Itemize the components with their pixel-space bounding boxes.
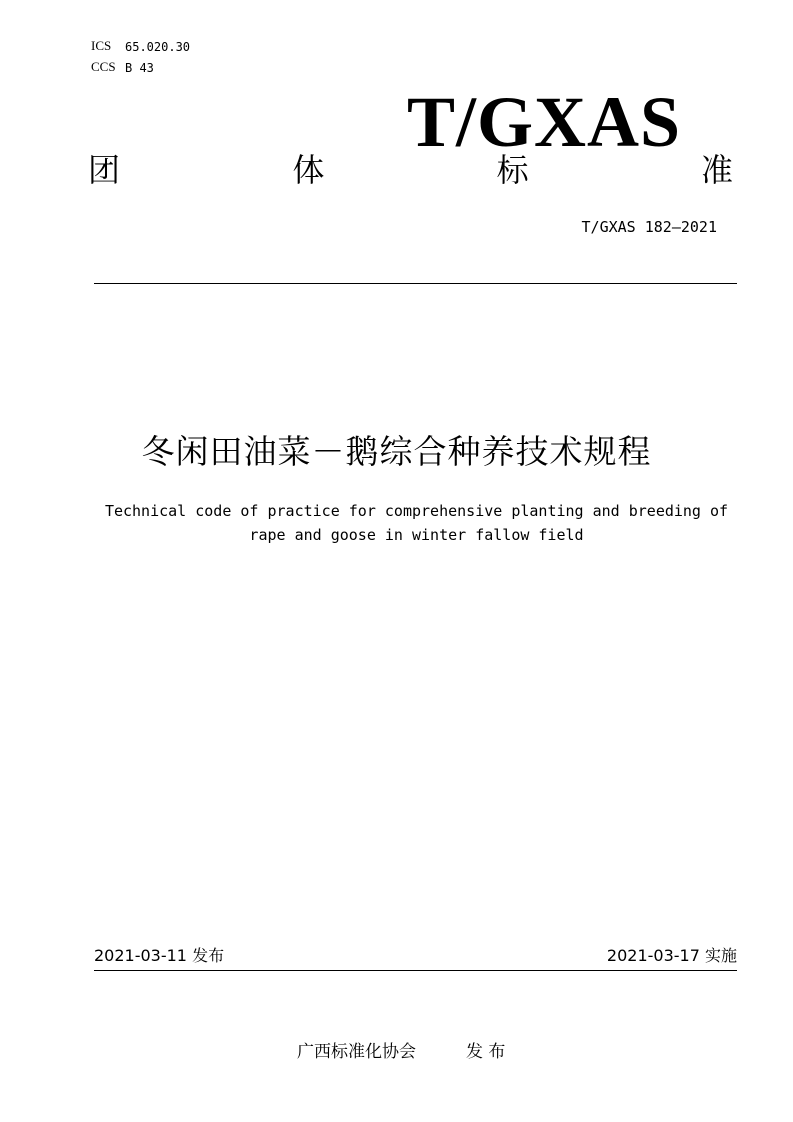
issue-action: 发 布 [466,1042,506,1062]
standard-type-char: 体 [292,151,325,189]
dates-divider [94,970,737,971]
standard-type-char: 标 [496,151,529,189]
standard-number: T/GXAS 182—2021 [581,218,717,236]
document-title-chinese: 冬闲田油菜－鹅综合种养技术规程 [141,432,652,471]
publish-date: 2021-03-11 发布 [94,946,225,965]
standard-type [88,150,733,190]
implement-date: 2021-03-17 实施 [606,946,737,965]
standard-type-char: 准 [700,151,733,189]
standard-type-char: 团 [88,151,121,189]
issuing-organization: 广西标准化协会 [297,1042,416,1062]
ics-label: ICS [91,38,112,53]
ics-value: 65.020.30 [125,40,191,54]
document-title-english-line-1: Technical code of practice for comprehensive planting and breeding of [104,502,729,520]
ccs-value: B 43 [125,61,154,75]
ccs-label: CCS [91,59,116,74]
header-divider [94,283,737,284]
document-title-english-line-2: rape and goose in winter fallow field [249,526,584,544]
standard-logo: T/GXAS [407,82,682,162]
